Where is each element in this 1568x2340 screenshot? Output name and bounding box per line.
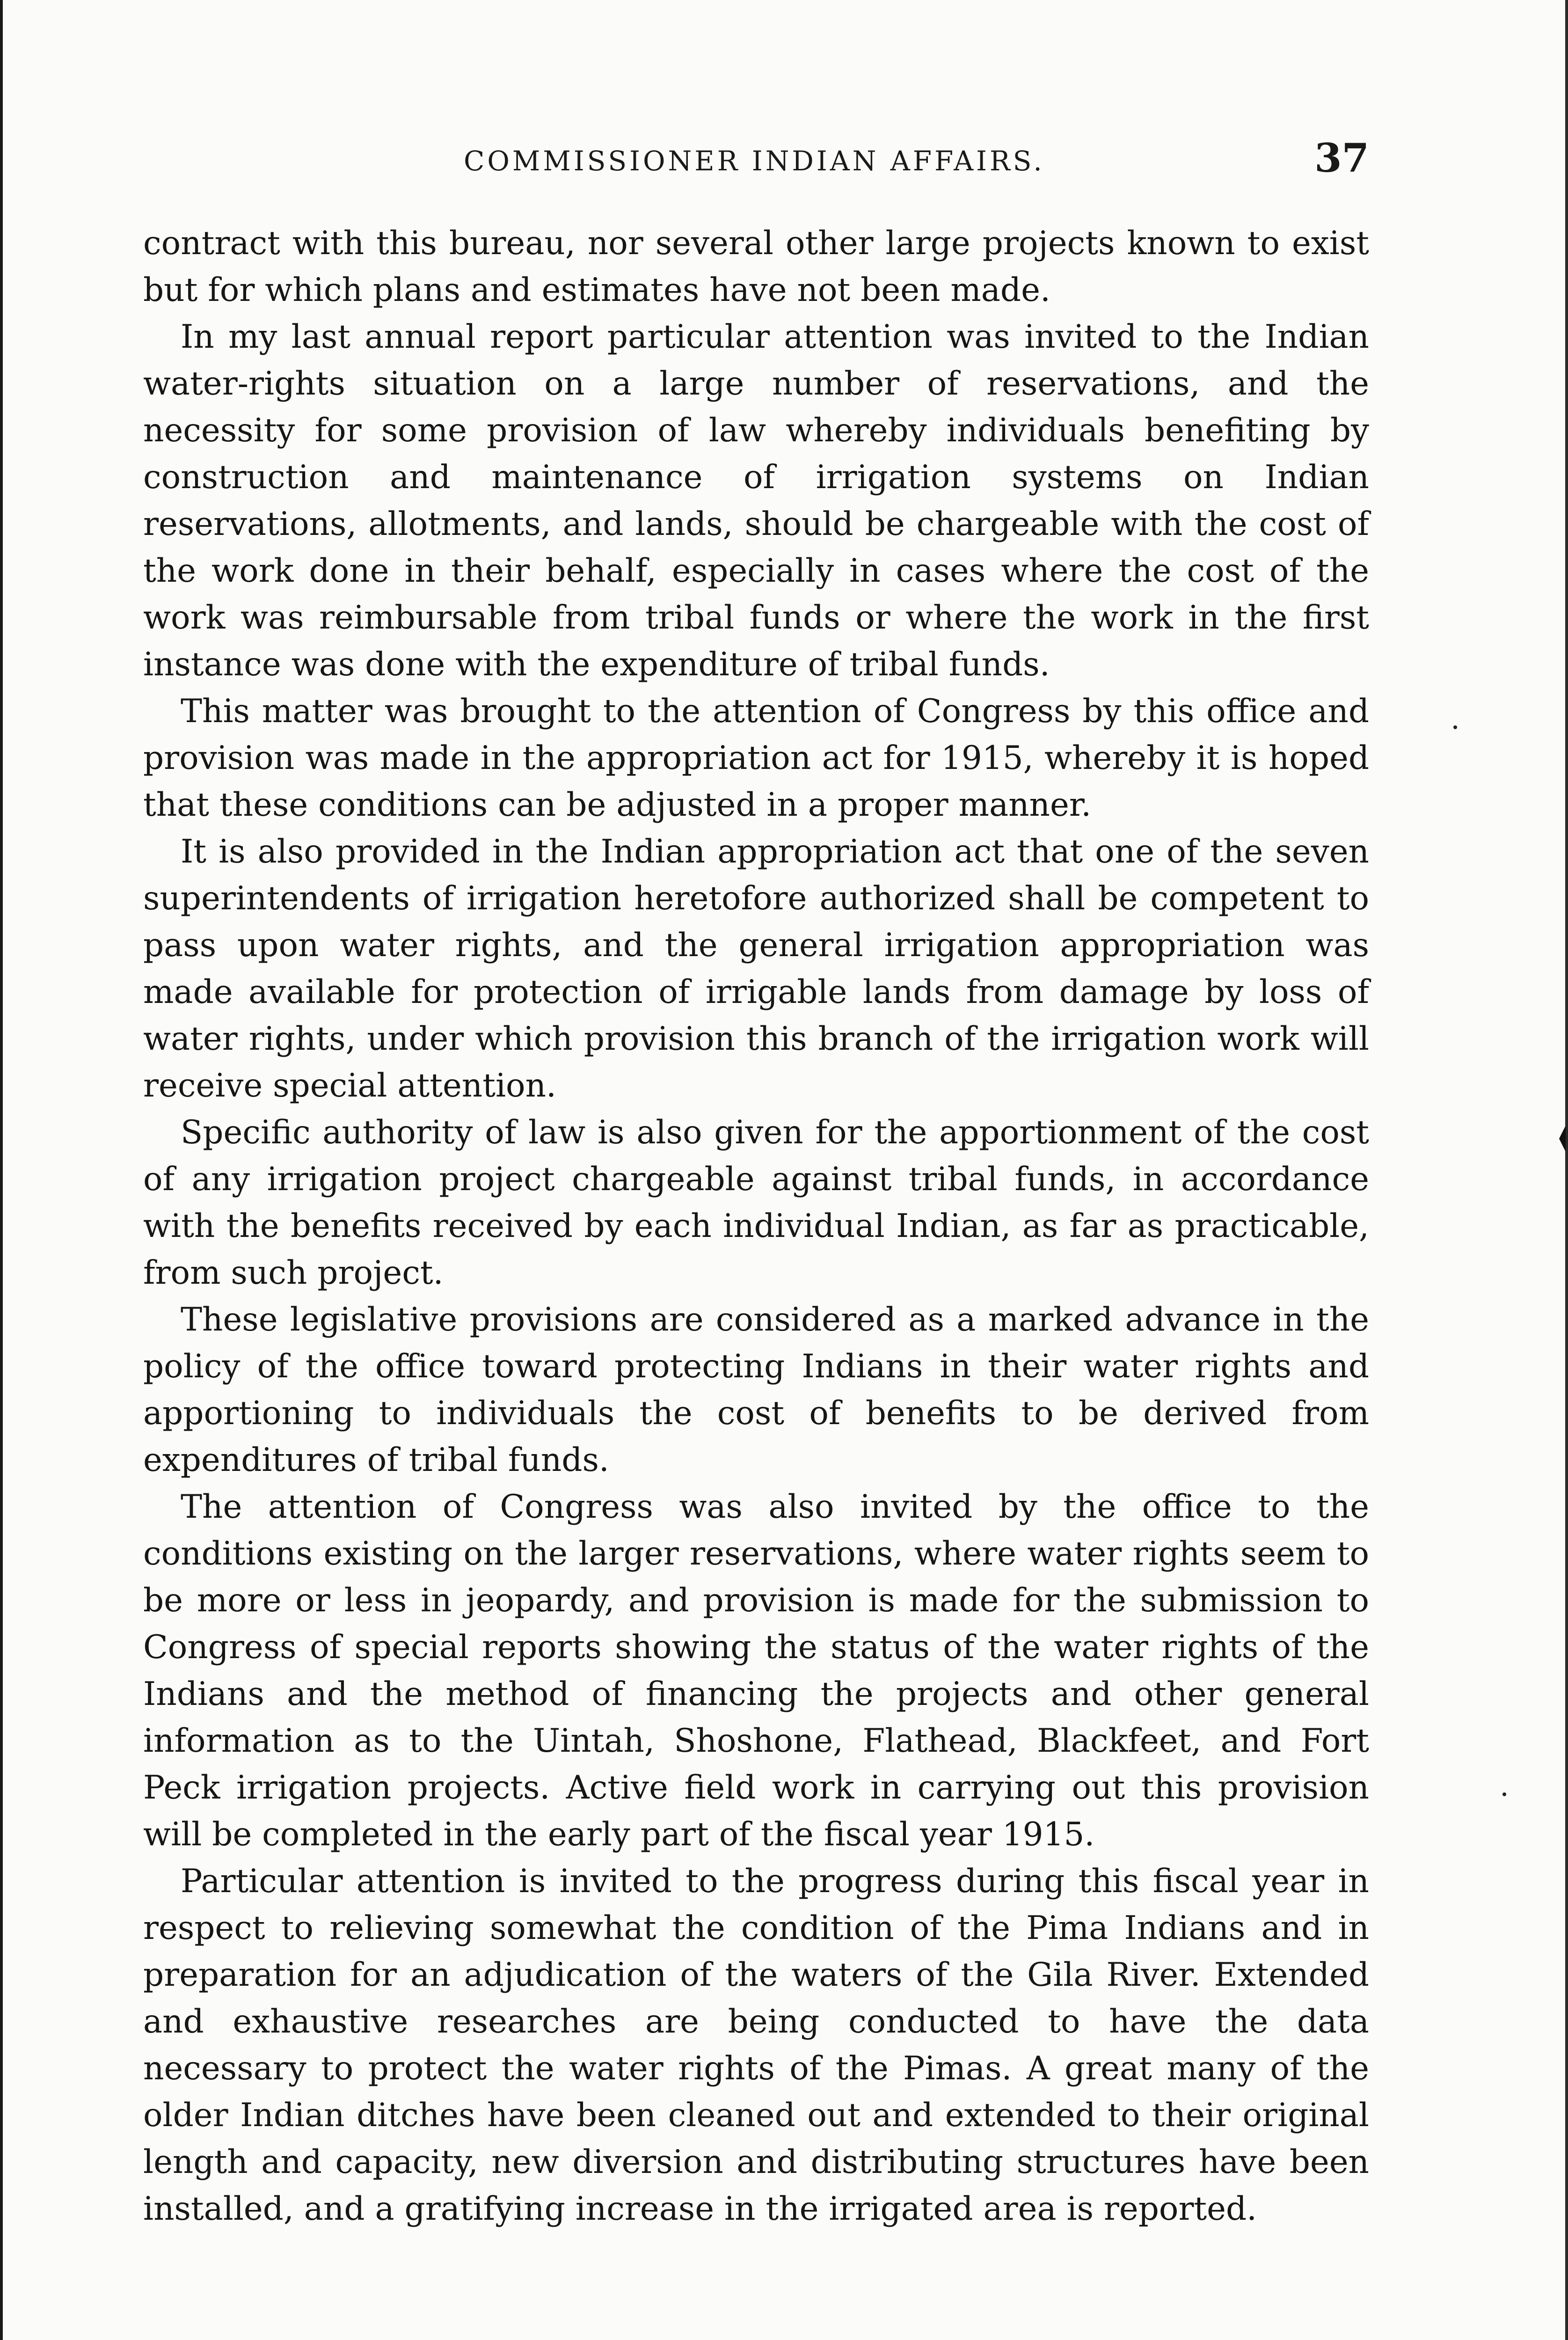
paragraph-congress-provision: This matter was brought to the attention of Congress by this office and provision was made in the appropriation act for 1915, whereby it is hoped that these conditions can be adjusted in a proper manner. (143, 693, 1369, 824)
running-title: COMMISSIONER INDIAN AFFAIRS. (464, 145, 1045, 177)
page-number: 37 (1314, 135, 1369, 181)
paragraph-continued: contract with this bureau, nor several other large projects known to exist but for which plans and estimates have not been made. (143, 225, 1369, 309)
page-header (143, 135, 1369, 191)
paragraph-apportionment: Specific authority of law is also given for the apportionment of the cost of any irrigation project chargeable against tribal funds, in accordance with the benefits received by each individual Indian, as far as practicable, from such project. (143, 1114, 1369, 1292)
edge-mark (1559, 1126, 1566, 1152)
paragraph-superintendents: It is also provided in the Indian appropriation act that one of the seven superintendents of irrigation heretofore authorized shall be competent to pass upon water rights, and the general irrigation appropriation was made available for protection of irrigable lands from damage by loss of water rights, under which provision this branch of the irrigation work will receive special attention. (143, 833, 1369, 1104)
scan-speck (1502, 1792, 1506, 1796)
scan-speck (1453, 725, 1457, 729)
paragraph-legislative-provisions: These legislative provisions are considered as a marked advance in the policy of the office toward protecting Indians in their water rights and apportioning to individuals the cost of benefits to be derived from expenditures of tribal funds. (143, 1301, 1369, 1479)
paragraph-special-reports: The attention of Congress was also invited by the office to the conditions existing on the larger reservations, where water rights seem to be more or less in jeopardy, and provision is made for the submission to Congress of special reports showing the status of the water rights of the Indians and the method of financing the projects and other general information as to the Uintah, Shoshone, Flathead, Blackfeet, and Fort Peck irrigation projects. Active field work in carrying out this provision will be completed in the early part of the fiscal year 1915. (143, 1488, 1369, 1853)
paragraph-water-rights-report: In my last annual report particular attention was invited to the Indian water-rights situation on a large number of reservations, and the necessity for some provision of law whereby individuals benefiting by construction and maintenance of irrigation systems on Indian reservations, allotments, and lands, should be chargeable with the cost of the work done in their behalf, especially in cases where the cost of the work was reimbursable from tribal funds or where the work in the first instance was done with the expenditure of tribal funds. (143, 318, 1369, 683)
body-text (143, 220, 1369, 2232)
paragraph-pima-indians: Particular attention is invited to the progress during this fiscal year in respect to relieving somewhat the condition of the Pima Indians and in preparation for an adjudication of the waters of the Gila River. Extended and exhaustive researches are being conducted to have the data necessary to protect the water rights of the Pimas. A great many of the older Indian ditches have been cleaned out and extended to their original length and capacity, new diversion and distributing structures have been installed, and a gratifying increase in the irrigated area is reported. (143, 1863, 1369, 2228)
